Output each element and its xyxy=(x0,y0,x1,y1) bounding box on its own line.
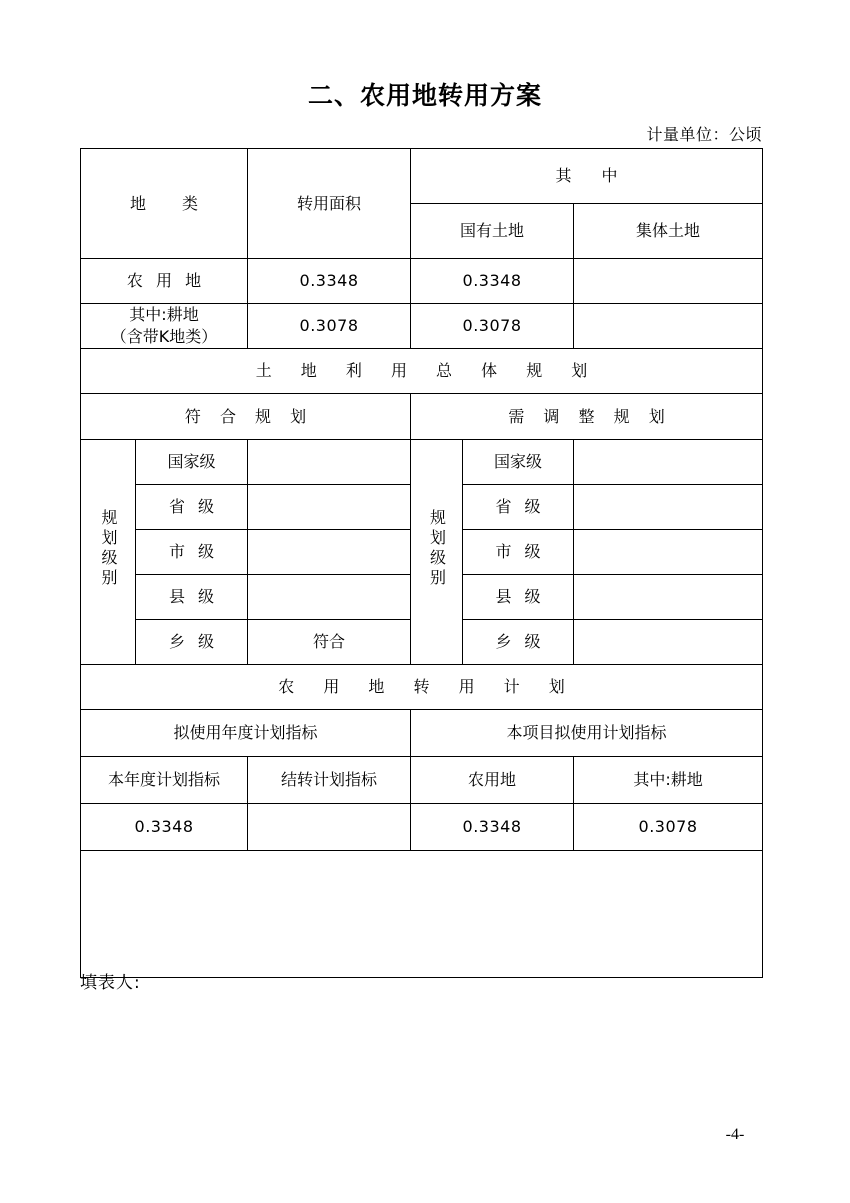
header-converted-area: 转用面积 xyxy=(248,149,411,259)
col-current-year-quota: 本年度计划指标 xyxy=(81,757,248,804)
adjust-level-label xyxy=(411,440,463,665)
conforming-level-value-township: 符合 xyxy=(248,620,411,665)
row-label-cultivated-line1: 其中:耕地 xyxy=(129,305,199,325)
filler-label: 填表人: xyxy=(80,973,141,993)
conforming-level-name-county: 县 级 xyxy=(136,575,248,620)
conforming-plan-title: 符 合 规 划 xyxy=(81,394,411,440)
value-agricultural-land: 0.3348 xyxy=(411,804,574,851)
value-current-year-quota: 0.3348 xyxy=(81,804,248,851)
page-title: 二、农用地转用方案 xyxy=(307,81,542,110)
header-land-type: 地 类 xyxy=(81,149,248,259)
row-label-cultivated-land xyxy=(81,304,248,349)
adjust-level-value-county xyxy=(574,575,763,620)
page-number xyxy=(0,1126,850,1144)
adjust-level-value-national xyxy=(574,440,763,485)
cell-cultivated-converted-area: 0.3078 xyxy=(248,304,411,349)
notes-row xyxy=(81,851,763,978)
adjust-level-name-county: 县 级 xyxy=(463,575,574,620)
adjust-level-name-township: 乡 级 xyxy=(463,620,574,665)
adjust-level-label-text: 规划级别 xyxy=(427,509,447,590)
conforming-level-value-provincial xyxy=(248,485,411,530)
adjust-level-value-municipal xyxy=(574,530,763,575)
value-among-which-cultivated: 0.3078 xyxy=(574,804,763,851)
col-carryover-quota: 结转计划指标 xyxy=(248,757,411,804)
project-quota-group-header: 本项目拟使用计划指标 xyxy=(411,710,763,757)
land-conversion-table xyxy=(80,148,763,978)
page-number-text: -4- xyxy=(725,1126,745,1143)
plan-level-row-national xyxy=(81,440,763,485)
adjust-level-name-national: 国家级 xyxy=(463,440,574,485)
table-row-agricultural-land xyxy=(81,259,763,304)
conforming-level-name-municipal: 市 级 xyxy=(136,530,248,575)
overall-plan-subheader-row xyxy=(81,394,763,440)
conforming-level-name-national: 国家级 xyxy=(136,440,248,485)
row-label-agricultural-land: 农 用 地 xyxy=(81,259,248,304)
header-collective-land: 集体土地 xyxy=(574,204,763,259)
overall-plan-band-title: 土 地 利 用 总 体 规 划 xyxy=(81,349,763,394)
adjust-level-name-municipal: 市 级 xyxy=(463,530,574,575)
value-carryover-quota xyxy=(248,804,411,851)
conforming-level-value-county xyxy=(248,575,411,620)
adjust-level-value-provincial xyxy=(574,485,763,530)
conforming-level-label xyxy=(81,440,136,665)
cell-agricultural-state-owned: 0.3348 xyxy=(411,259,574,304)
table-header-row-top xyxy=(81,149,763,204)
adjust-plan-title: 需 调 整 规 划 xyxy=(411,394,763,440)
header-state-owned-land: 国有土地 xyxy=(411,204,574,259)
cell-cultivated-collective xyxy=(574,304,763,349)
annual-quota-group-header: 拟使用年度计划指标 xyxy=(81,710,411,757)
conversion-plan-column-row xyxy=(81,757,763,804)
cell-agricultural-collective xyxy=(574,259,763,304)
conversion-plan-group-row xyxy=(81,710,763,757)
overall-plan-band-row xyxy=(81,349,763,394)
header-among-which: 其 中 xyxy=(411,149,763,204)
notes-area xyxy=(81,851,763,978)
col-among-which-cultivated: 其中:耕地 xyxy=(574,757,763,804)
conforming-level-value-national xyxy=(248,440,411,485)
col-agricultural-land: 农用地 xyxy=(411,757,574,804)
row-label-cultivated-line2: （含带K地类） xyxy=(110,327,218,346)
conforming-level-label-text: 规划级别 xyxy=(99,509,118,590)
conforming-level-value-municipal xyxy=(248,530,411,575)
table-row-cultivated-land xyxy=(81,304,763,349)
adjust-level-name-provincial: 省 级 xyxy=(463,485,574,530)
measurement-unit-note: 计量单位：公顷 xyxy=(646,125,762,144)
adjust-level-value-township xyxy=(574,620,763,665)
cell-cultivated-state-owned: 0.3078 xyxy=(411,304,574,349)
conforming-level-name-provincial: 省 级 xyxy=(136,485,248,530)
conversion-plan-band-title: 农 用 地 转 用 计 划 xyxy=(81,665,763,710)
conforming-level-name-township: 乡 级 xyxy=(136,620,248,665)
conversion-plan-band-row xyxy=(81,665,763,710)
cell-agricultural-converted-area: 0.3348 xyxy=(248,259,411,304)
conversion-plan-value-row xyxy=(81,804,763,851)
